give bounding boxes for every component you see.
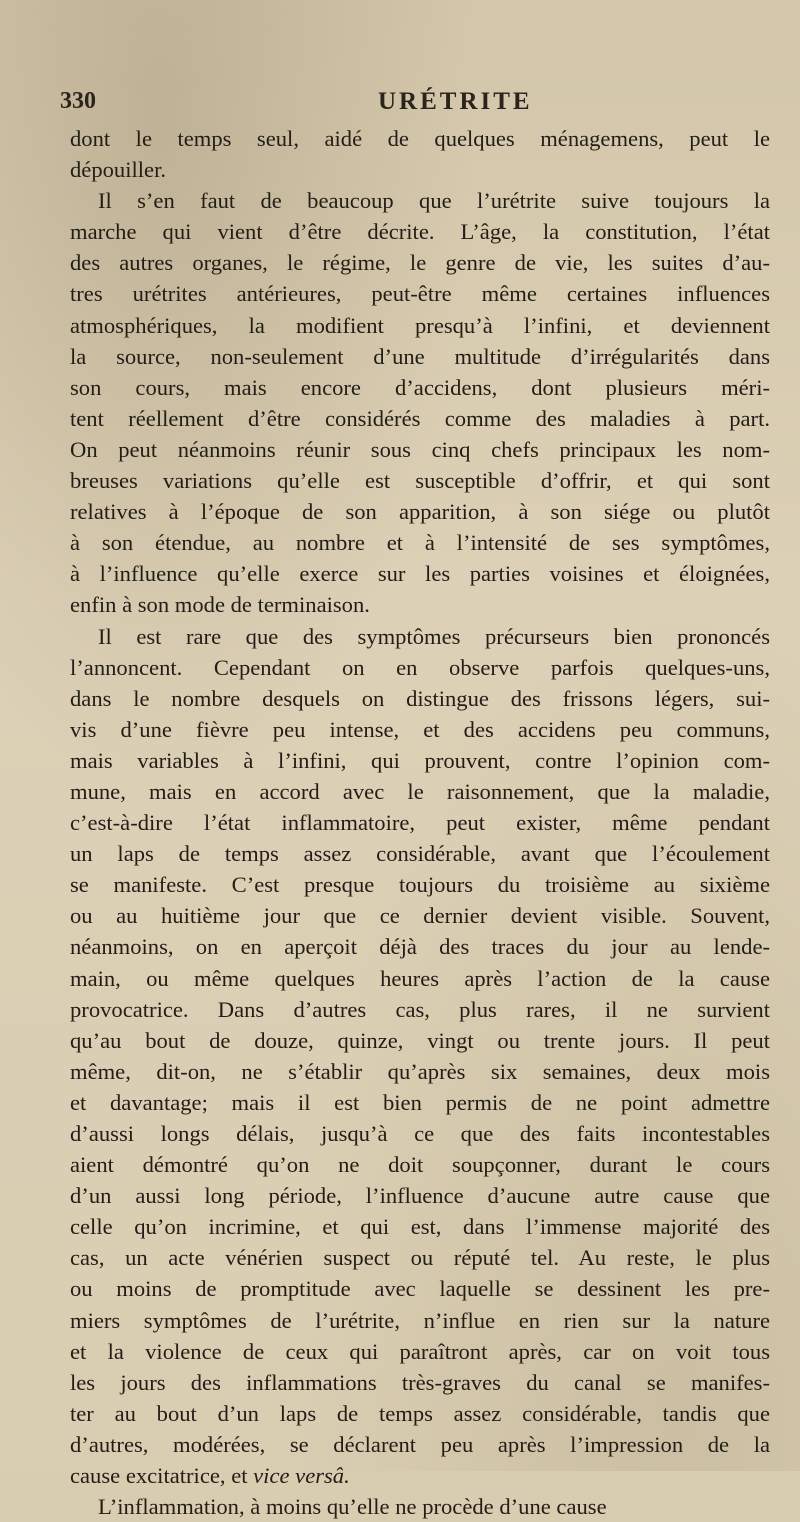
running-head: URÉTRITE: [378, 88, 533, 115]
text-line: les jours des inflammations très-graves du canal se manifes-: [70, 1369, 770, 1395]
text-line: l’annoncent. Cependant on en observe parfois quelques-uns,: [70, 654, 770, 680]
text-line: à son étendue, au nombre et à l’intensité de ses symptômes,: [70, 530, 770, 556]
text-line: marche qui vient d’être décrite. L’âge, la constitution, l’état: [70, 219, 770, 245]
text-line: [70, 1460, 770, 1491]
text-line: la source, non-seulement d’une multitude d’irrégularités dans: [70, 343, 770, 369]
text-line: miers symptômes de l’urétrite, n’influe en rien sur la nature: [70, 1307, 770, 1333]
text-line: breuses variations qu’elle est susceptible d’offrir, et qui sont: [70, 468, 770, 494]
text-line: d’un aussi long période, l’influence d’aucune autre cause que: [70, 1183, 770, 1209]
text-line: d’aussi longs délais, jusqu’à ce que des faits incontestables: [70, 1121, 770, 1146]
text-line: des autres organes, le régime, le genre de vie, les suites d’au-: [70, 250, 770, 276]
text-line: ou au huitième jour que ce dernier devient visible. Souvent,: [70, 903, 770, 929]
text-line: son cours, mais encore d’accidens, dont plusieurs méri-: [70, 374, 770, 400]
text-line: Il s’en faut de beaucoup que l’urétrite suive toujours la: [98, 188, 770, 214]
text-line: un laps de temps assez considérable, avant que l’écoulement: [70, 841, 770, 867]
text-line: provocatrice. Dans d’autres cas, plus rares, il ne survient: [70, 996, 770, 1022]
text-line: ter au bout d’un laps de temps assez considérable, tandis que: [70, 1400, 770, 1426]
text-line: même, dit-on, ne s’établir qu’après six semaines, deux mois: [70, 1058, 770, 1084]
text-line: ou moins de promptitude avec laquelle se dessinent les pre-: [70, 1276, 770, 1302]
text-line: d’autres, modérées, se déclarent peu après l’impression de la: [70, 1431, 770, 1457]
text-line: mais variables à l’infini, qui prouvent, contre l’opinion com-: [70, 747, 770, 773]
text-line: tres urétrites antérieures, peut-être même certaines influences: [70, 281, 770, 307]
text-line: dans le nombre desquels on distingue des frissons légers, sui-: [70, 685, 770, 711]
body-text: [70, 123, 770, 1522]
text-line: et davantage; mais il est bien permis de ne point admettre: [70, 1089, 770, 1115]
text-line: Il est rare que des symptômes précurseurs bien prononcés: [98, 623, 770, 649]
text-line: c’est-à-dire l’état inflammatoire, peut exister, même pendant: [70, 810, 770, 836]
text-line: On peut néanmoins réunir sous cinq chefs principaux les nom-: [70, 436, 770, 462]
text-line: aient démontré qu’on ne doit soupçonner, durant le cours: [70, 1152, 770, 1178]
text-line: atmosphériques, la modifient presqu’à l’infini, et deviennent: [70, 312, 770, 338]
text-line: à l’influence qu’elle exerce sur les parties voisines et éloignées,: [70, 561, 770, 587]
text-line: qu’au bout de douze, quinze, vingt ou trente jours. Il peut: [70, 1027, 770, 1053]
closing-italic: vice versâ.: [253, 1463, 350, 1489]
text-line: dépouiller.: [70, 157, 167, 183]
text-line: tent réellement d’être considérés comme des maladies à part.: [70, 405, 770, 431]
closing-text: cause excitatrice, et: [70, 1463, 254, 1489]
text-line: main, ou même quelques heures après l’action de la cause: [70, 965, 770, 991]
page-header: [60, 88, 760, 122]
text-line: celle qu’on incrimine, et qui est, dans l’immense majorité des: [70, 1214, 770, 1240]
text-line: relatives à l’époque de son apparition, à son siége ou plutôt: [70, 499, 770, 525]
text-line: L’inflammation, à moins qu’elle ne procède d’une cause: [98, 1494, 607, 1520]
text-line: se manifeste. C’est presque toujours du troisième au sixième: [70, 872, 770, 898]
text-line: et la violence de ceux qui paraîtront après, car on voit tous: [70, 1338, 770, 1364]
text-line: mune, mais en accord avec le raisonnement, que la maladie,: [70, 778, 770, 804]
text-line: cas, un acte vénérien suspect ou réputé tel. Au reste, le plus: [70, 1245, 770, 1271]
page-number: 330: [60, 88, 96, 114]
text-line: dont le temps seul, aidé de quelques ménagemens, peut le: [70, 126, 770, 151]
text-line: néanmoins, on en aperçoit déjà des traces du jour au lende-: [70, 934, 770, 960]
text-line: enfin à son mode de terminaison.: [70, 592, 370, 618]
text-line: vis d’une fièvre peu intense, et des accidens peu communs,: [70, 716, 770, 742]
